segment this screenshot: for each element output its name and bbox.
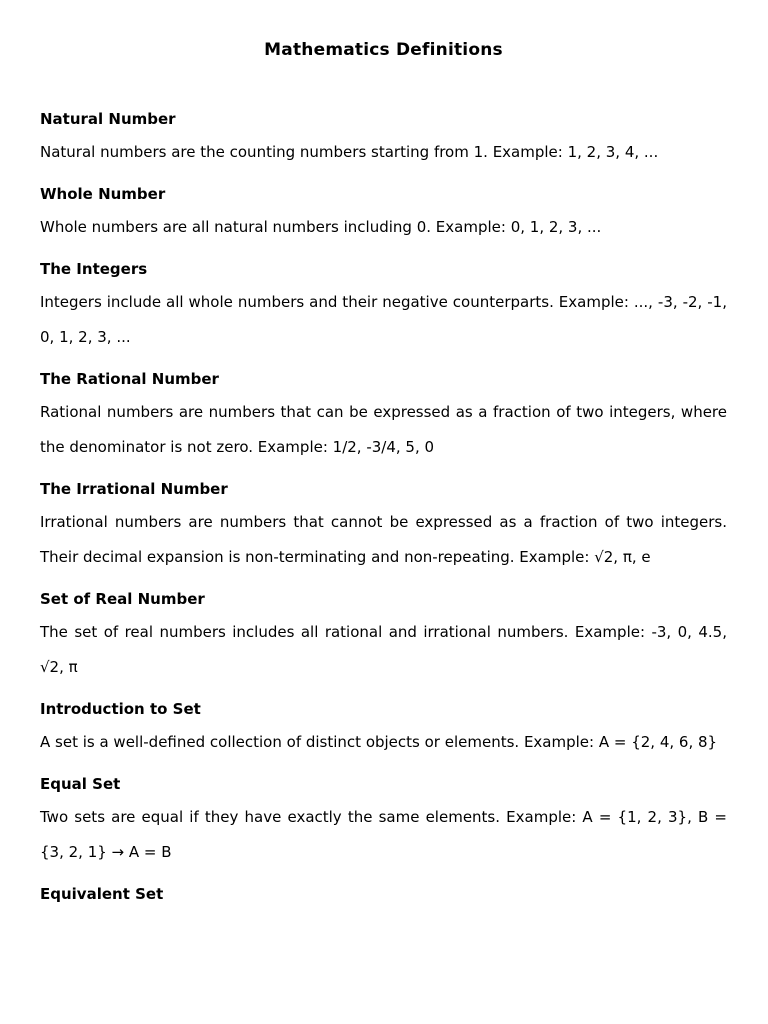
definition-natural-number [40,106,727,170]
section-body: Rational numbers are numbers that can be expressed as a fraction of two integers, where the denominator is not zero. Example: 1/2, -3/4, 5, 0 [40,403,727,456]
definition-real-numbers [40,586,727,685]
definition-equivalent-set [40,881,727,907]
section-body: The set of real numbers includes all rational and irrational numbers. Example: -3, 0, 4.5, √2, π [40,623,727,676]
definition-whole-number [40,181,727,245]
definition-rational-number [40,366,727,465]
document-page [40,0,727,918]
section-heading: Equivalent Set [40,885,164,903]
section-body: Whole numbers are all natural numbers including 0. Example: 0, 1, 2, 3, ... [40,218,602,236]
definition-irrational-number [40,476,727,575]
section-heading: Set of Real Number [40,590,205,608]
section-heading: The Irrational Number [40,480,228,498]
definition-introduction-to-set [40,696,727,760]
section-body: Integers include all whole numbers and their negative counterparts. Example: ..., -3, -2, -1, 0, 1, 2, 3, ... [40,293,727,346]
definition-integers [40,256,727,355]
section-body: Irrational numbers are numbers that cannot be expressed as a fraction of two integers. Their decimal expansion is non-terminating and non-repeating. Example: √2, π, e [40,513,727,566]
section-body: Two sets are equal if they have exactly the same elements. Example: A = {1, 2, 3}, B = {3, 2, 1} → A = B [40,808,727,861]
section-body: A set is a well-defined collection of distinct objects or elements. Example: A = {2, 4, 6, 8} [40,733,718,751]
section-heading: Natural Number [40,110,176,128]
section-heading: Introduction to Set [40,700,201,718]
section-heading: Whole Number [40,185,166,203]
section-heading: The Integers [40,260,148,278]
definition-equal-set [40,771,727,870]
section-heading: Equal Set [40,775,121,793]
definitions-list [40,106,727,907]
page-title: Mathematics Definitions [264,40,503,60]
section-body: Natural numbers are the counting numbers starting from 1. Example: 1, 2, 3, 4, ... [40,143,659,161]
section-heading: The Rational Number [40,370,219,388]
